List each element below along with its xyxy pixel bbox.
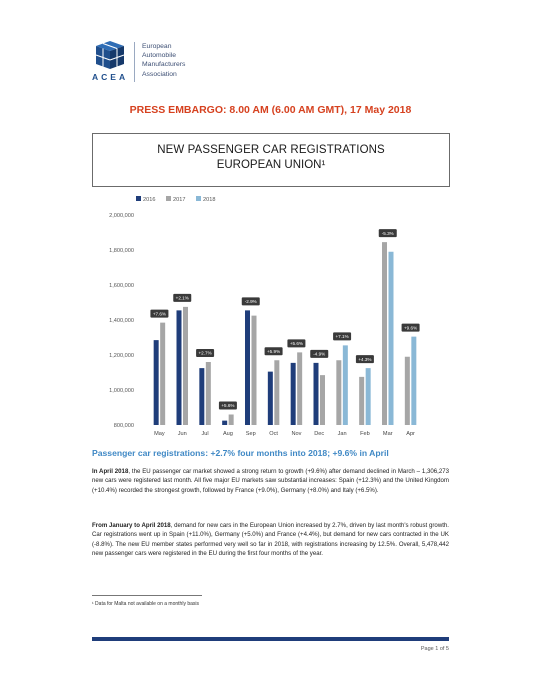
paragraph-body: , demand for new cars in the European Union increased by 2.7%, driven by last month's robust growth. Car registrations went up in Spain (+11.0%), Germany (+5.0%) and France (+4.4%), but demand for new cars contracted in the UK (-8.8%). The new EU member states performed very well so far in 2018, with registrations increasing by 12.5%. Overall, 5,478,442 new passenger cars were registered in the EU during the first four months of the year.	[92, 522, 450, 558]
growth-label: +7.1%	[335, 334, 349, 340]
bar	[229, 415, 234, 426]
bar	[366, 368, 371, 425]
logo-wordmark: ACEA	[92, 72, 129, 82]
growth-label: -4.9%	[313, 351, 326, 357]
page-number: Page 1 of 5	[420, 646, 449, 652]
x-tick-label: Oct	[269, 431, 278, 437]
logo-line: Association	[142, 70, 177, 78]
bar	[389, 252, 394, 425]
growth-label: +7.6%	[152, 311, 166, 317]
bar	[160, 323, 165, 425]
paragraph-body: , the EU passenger car market showed a strong return to growth (+9.6%) after demand declined in March – 1,306,273 new cars were registered last month. All five major EU markets saw substantial increases: Spain (+12.3%) and the United Kingdom (+10.4%) recorded the strongest growth, followed by France (+9.0%), Germany (+8.0%) and Italy (+6.5%).	[92, 468, 449, 494]
bar	[291, 363, 296, 425]
y-tick-label: 1,600,000	[109, 283, 134, 289]
bar	[245, 310, 250, 425]
x-tick-label: Sep	[245, 431, 256, 437]
x-tick-label: Dec	[314, 431, 325, 437]
chart-title-box	[92, 133, 450, 187]
x-tick-label: May	[154, 431, 165, 437]
paragraph-lead: In April 2018	[92, 468, 129, 475]
bar	[314, 363, 319, 425]
x-tick-label: Nov	[291, 431, 302, 437]
press-embargo-notice: PRESS EMBARGO: 8.00 AM (6.00 AM GMT), 17 May 2018	[129, 104, 412, 116]
y-tick-label: 1,800,000	[109, 248, 134, 254]
chart-title: NEW PASSENGER CAR REGISTRATIONS	[157, 144, 385, 156]
growth-label: -2.9%	[244, 299, 257, 305]
y-tick-label: 1,000,000	[109, 388, 134, 394]
bar	[274, 360, 279, 425]
x-tick-label: Aug	[222, 431, 233, 437]
section-subheading: Passenger car registrations: +2.7% four months into 2018; +9.6% in April	[92, 448, 389, 458]
bar	[183, 307, 188, 425]
logo-divider	[134, 42, 135, 82]
bar	[297, 352, 302, 425]
bar	[177, 310, 182, 425]
chart-subtitle: EUROPEAN UNION¹	[216, 159, 326, 171]
paragraph-ytd	[92, 521, 449, 559]
logo-line: European	[142, 43, 172, 50]
footer-bar	[92, 637, 449, 641]
legend-swatch	[166, 196, 171, 201]
x-tick-label: Apr	[406, 431, 415, 437]
growth-label: -5.3%	[381, 230, 394, 236]
legend-label: 2017	[173, 197, 186, 203]
bar	[222, 421, 227, 425]
y-tick-label: 1,200,000	[109, 353, 134, 359]
legend-swatch	[136, 196, 141, 201]
x-tick-label: Feb	[360, 431, 370, 437]
y-tick-label: 2,000,000	[109, 213, 134, 219]
x-tick-label: Jan	[337, 431, 347, 437]
bar	[411, 337, 416, 425]
logo-line: Manufacturers	[142, 61, 186, 69]
x-tick-label: Mar	[382, 431, 393, 437]
footnote-divider	[92, 595, 202, 596]
growth-label: +5.6%	[221, 403, 235, 409]
bar	[268, 372, 273, 425]
paragraph-april	[92, 467, 449, 495]
y-tick-label: 800,000	[113, 423, 134, 429]
growth-label: +2.7%	[198, 350, 212, 356]
bar	[199, 368, 204, 425]
logo-line: Automobile	[142, 52, 177, 60]
growth-label: +4.3%	[358, 356, 372, 362]
bar	[359, 377, 364, 425]
growth-label: +5.9%	[267, 348, 281, 354]
bar	[343, 345, 348, 425]
registrations-bar-chart	[92, 192, 449, 444]
x-tick-label: Jul	[201, 431, 209, 437]
bar	[252, 316, 257, 425]
cube-logo-icon	[92, 40, 128, 70]
legend-label: 2018	[203, 197, 216, 203]
bar	[206, 362, 211, 425]
legend-label: 2016	[143, 197, 156, 203]
legend-swatch	[196, 196, 201, 201]
bar	[320, 375, 325, 425]
bar	[336, 360, 341, 425]
paragraph-lead: From January to April 2018	[92, 522, 171, 529]
x-tick-label: Jun	[177, 431, 187, 437]
growth-label: +5.6%	[289, 341, 303, 347]
bar	[382, 242, 387, 425]
logo-association-name	[142, 42, 185, 79]
bar	[154, 340, 159, 425]
growth-label: +2.1%	[175, 295, 189, 301]
y-tick-label: 1,400,000	[109, 318, 134, 324]
bar	[405, 357, 410, 425]
growth-label: +9.6%	[404, 325, 418, 331]
footnote: ¹ Data for Malta not available on a monthly basis	[92, 601, 199, 607]
